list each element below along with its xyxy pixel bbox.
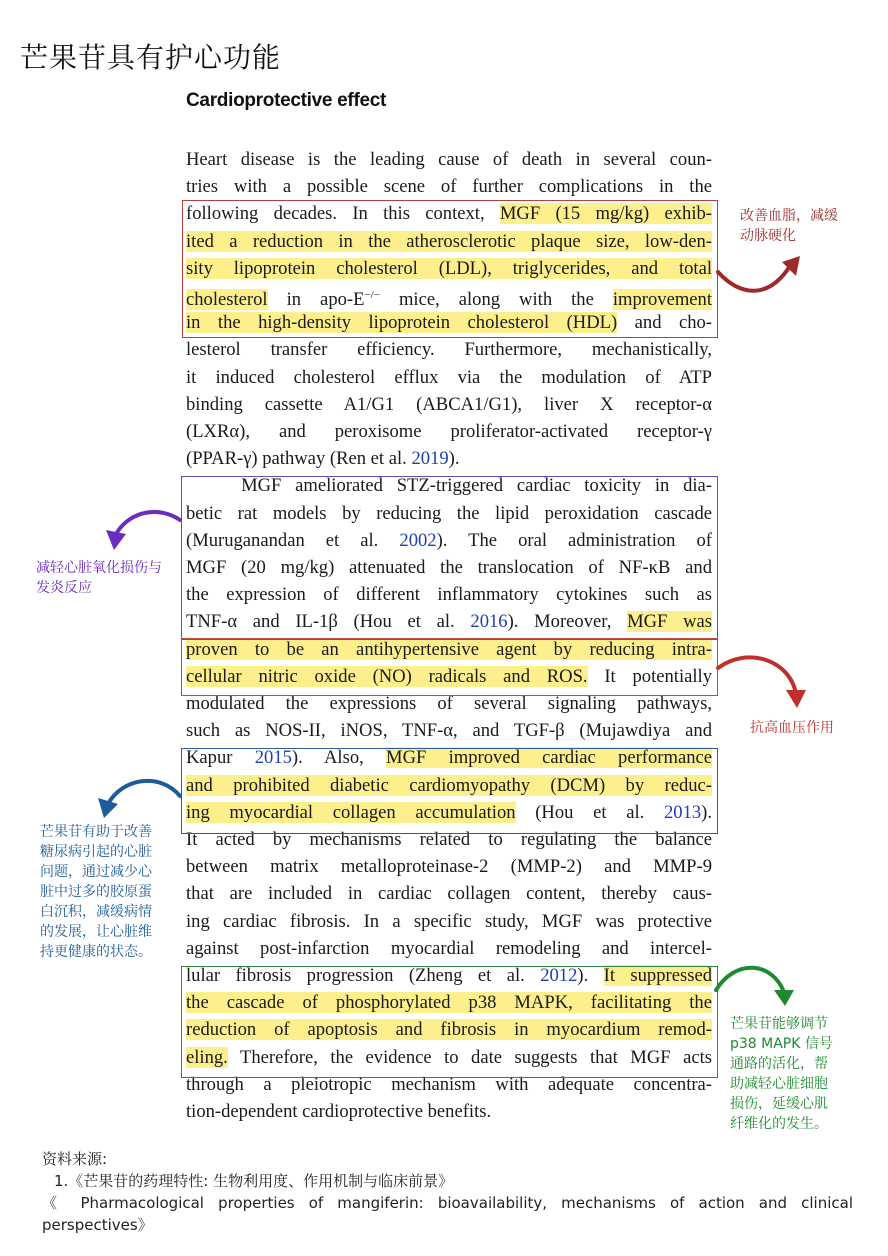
highlighted-text: ited a reduction in the atherosclerotic plaque size, low-den-: [186, 230, 712, 252]
text-run: ). Also,: [291, 747, 387, 769]
highlighted-text: the cascade of phosphorylated p38 MAPK, facilitating the: [186, 992, 712, 1014]
note-line: 发炎反应: [36, 580, 92, 596]
text-run: between matrix metalloproteinase-2 (MMP-2) and MMP-9: [186, 856, 712, 878]
text-run: following decades. In this context,: [186, 203, 500, 225]
highlighted-text: MGF improved cardiac performance: [386, 747, 712, 769]
highlighted-text: improvement: [612, 289, 713, 311]
note-line: 白沉积，减缓病情: [40, 904, 152, 920]
note-line: 持更健康的状态。: [40, 944, 152, 960]
text-run: such as NOS-II, iNOS, TNF-α, and TGF-β (Mujawdiya and: [186, 720, 712, 742]
text-run: It potentially: [587, 665, 712, 687]
citation-year-link[interactable]: 2015: [254, 747, 292, 769]
citation-year-link[interactable]: 2019: [411, 448, 449, 470]
note-line: 动脉硬化: [740, 228, 796, 244]
highlighted-text: in the high-density lipoprotein cholesterol (HDL): [186, 312, 618, 334]
text-run: lular fibrosis progression (Zheng et al.: [186, 965, 541, 986]
citation-year-link[interactable]: 2016: [470, 611, 508, 633]
highlighted-text: MGF (15 mg/kg) exhib-: [499, 203, 712, 225]
text-run: ). Moreover,: [507, 611, 628, 633]
note-line: 脏中过多的胶原蛋: [40, 884, 152, 900]
note-line: 通路的活化，帮: [730, 1056, 828, 1072]
highlighted-text: proven to be an antihypertensive agent by reducing intra-: [186, 638, 712, 660]
text-run: MGF ameliorated STZ-triggered cardiac toxicity in dia-: [186, 475, 712, 497]
highlighted-text: sity lipoprotein cholesterol (LDL), triglycerides, and total: [186, 257, 712, 279]
sources-label: 资料来源:: [42, 1150, 108, 1168]
text-run: Therefore, the evidence to date suggests that MGF acts: [227, 1046, 712, 1068]
highlighted-text: ing myocardial collagen accumulation: [186, 801, 516, 823]
citation-year-link[interactable]: 2012: [540, 965, 578, 986]
text-run: against post-infarction myocardial remodeling and intercel-: [186, 937, 712, 959]
citation-year-link[interactable]: 2002: [399, 529, 437, 551]
highlighted-text: reduction of apoptosis and fibrosis in myocardium remod-: [186, 1019, 712, 1041]
source-en: 《 Pharmacological properties of mangiferin: bioavailability, mechanisms of action and clinical perspectives》: [42, 1194, 853, 1234]
text-run: MGF (20 mg/kg) attenuated the translocation of NF-κB and: [186, 557, 712, 578]
text-run: (LXRα), and peroxisome proliferator-activated receptor-γ: [186, 421, 712, 442]
text-run: in apo-E: [267, 289, 365, 311]
note-line: 纤维化的发生。: [730, 1116, 828, 1132]
text-run: through a pleiotropic mechanism with adequate concentra-: [186, 1073, 712, 1095]
superscript: −/−: [364, 289, 380, 301]
text-run: (Muruganandan et al.: [186, 529, 400, 551]
highlighted-text: eling.: [186, 1046, 228, 1068]
text-run: and cho-: [617, 312, 712, 334]
note-line: 芒果苷能够调节: [730, 1016, 828, 1032]
text-run: ).: [577, 965, 604, 986]
note-line: 糖尿病引起的心脏: [40, 844, 152, 860]
text-run: It acted by mechanisms related to regulating the balance: [186, 829, 712, 850]
note-line: 损伤，延缓心肌: [730, 1096, 828, 1112]
text-run: tion-dependent cardioprotective benefits.: [186, 1101, 492, 1122]
text-run: ). The oral administration of: [436, 529, 712, 551]
text-run: ).: [701, 801, 712, 823]
text-run: it induced cholesterol efflux via the modulation of ATP: [186, 366, 712, 388]
note-line: 减轻心脏氧化损伤与: [36, 560, 162, 576]
text-run: that are included in cardiac collagen content, thereby caus-: [186, 883, 712, 905]
sources: [42, 1148, 853, 1236]
text-run: binding cassette A1/G1 (ABCA1/G1), liver X receptor-α: [186, 393, 712, 415]
citation-year-link[interactable]: 2013: [663, 801, 702, 823]
highlighted-text: cholesterol: [186, 289, 268, 311]
source-cn: 1.《芒果苷的药理特性: 生物利用度、作用机制与临床前景》: [54, 1172, 454, 1190]
note-line: 芒果苷有助于改善: [40, 824, 152, 840]
highlighted-text: and prohibited diabetic cardiomyopathy (DCM) by reduc-: [186, 774, 712, 796]
highlighted-text: cellular nitric oxide (NO) radicals and ROS.: [186, 665, 588, 687]
section-heading: Cardioprotective effect: [186, 90, 387, 111]
text-run: Heart disease is the leading cause of death in several coun-: [186, 149, 712, 170]
highlighted-text: It suppressed: [603, 965, 712, 986]
text-run: ing cardiac fibrosis. In a specific study, MGF was protective: [186, 910, 712, 932]
text-run: tries with a possible scene of further complications in the: [186, 176, 712, 198]
note-line: 问题，通过减少心: [40, 864, 152, 880]
note-line: 助减轻心脏细胞: [730, 1076, 828, 1092]
text-run: lesterol transfer efficiency. Furthermore, mechanistically,: [186, 339, 712, 361]
text-run: ).: [448, 448, 460, 470]
text-run: betic rat models by reducing the lipid peroxidation cascade: [186, 502, 712, 524]
text-run: mice, along with the: [379, 289, 613, 311]
note-line: 的发展，让心脏维: [40, 924, 152, 940]
highlighted-text: MGF was: [627, 611, 712, 633]
note-line: 改善血脂，减缓: [740, 208, 838, 224]
text-run: the expression of different inflammatory cytokines such as: [186, 584, 712, 606]
text-run: TNF-α and IL-1β (Hou et al.: [186, 611, 471, 633]
note-line: 抗高血压作用: [750, 720, 834, 736]
text-run: Kapur: [186, 747, 255, 769]
text-run: modulated the expressions of several signaling pathways,: [186, 693, 712, 714]
note-line: p38 MAPK 信号: [730, 1036, 833, 1052]
page-title: 芒果苷具有护心功能: [20, 41, 282, 74]
text-run: (Hou et al.: [515, 801, 664, 823]
text-run: (PPAR-γ) pathway (Ren et al.: [186, 448, 412, 470]
